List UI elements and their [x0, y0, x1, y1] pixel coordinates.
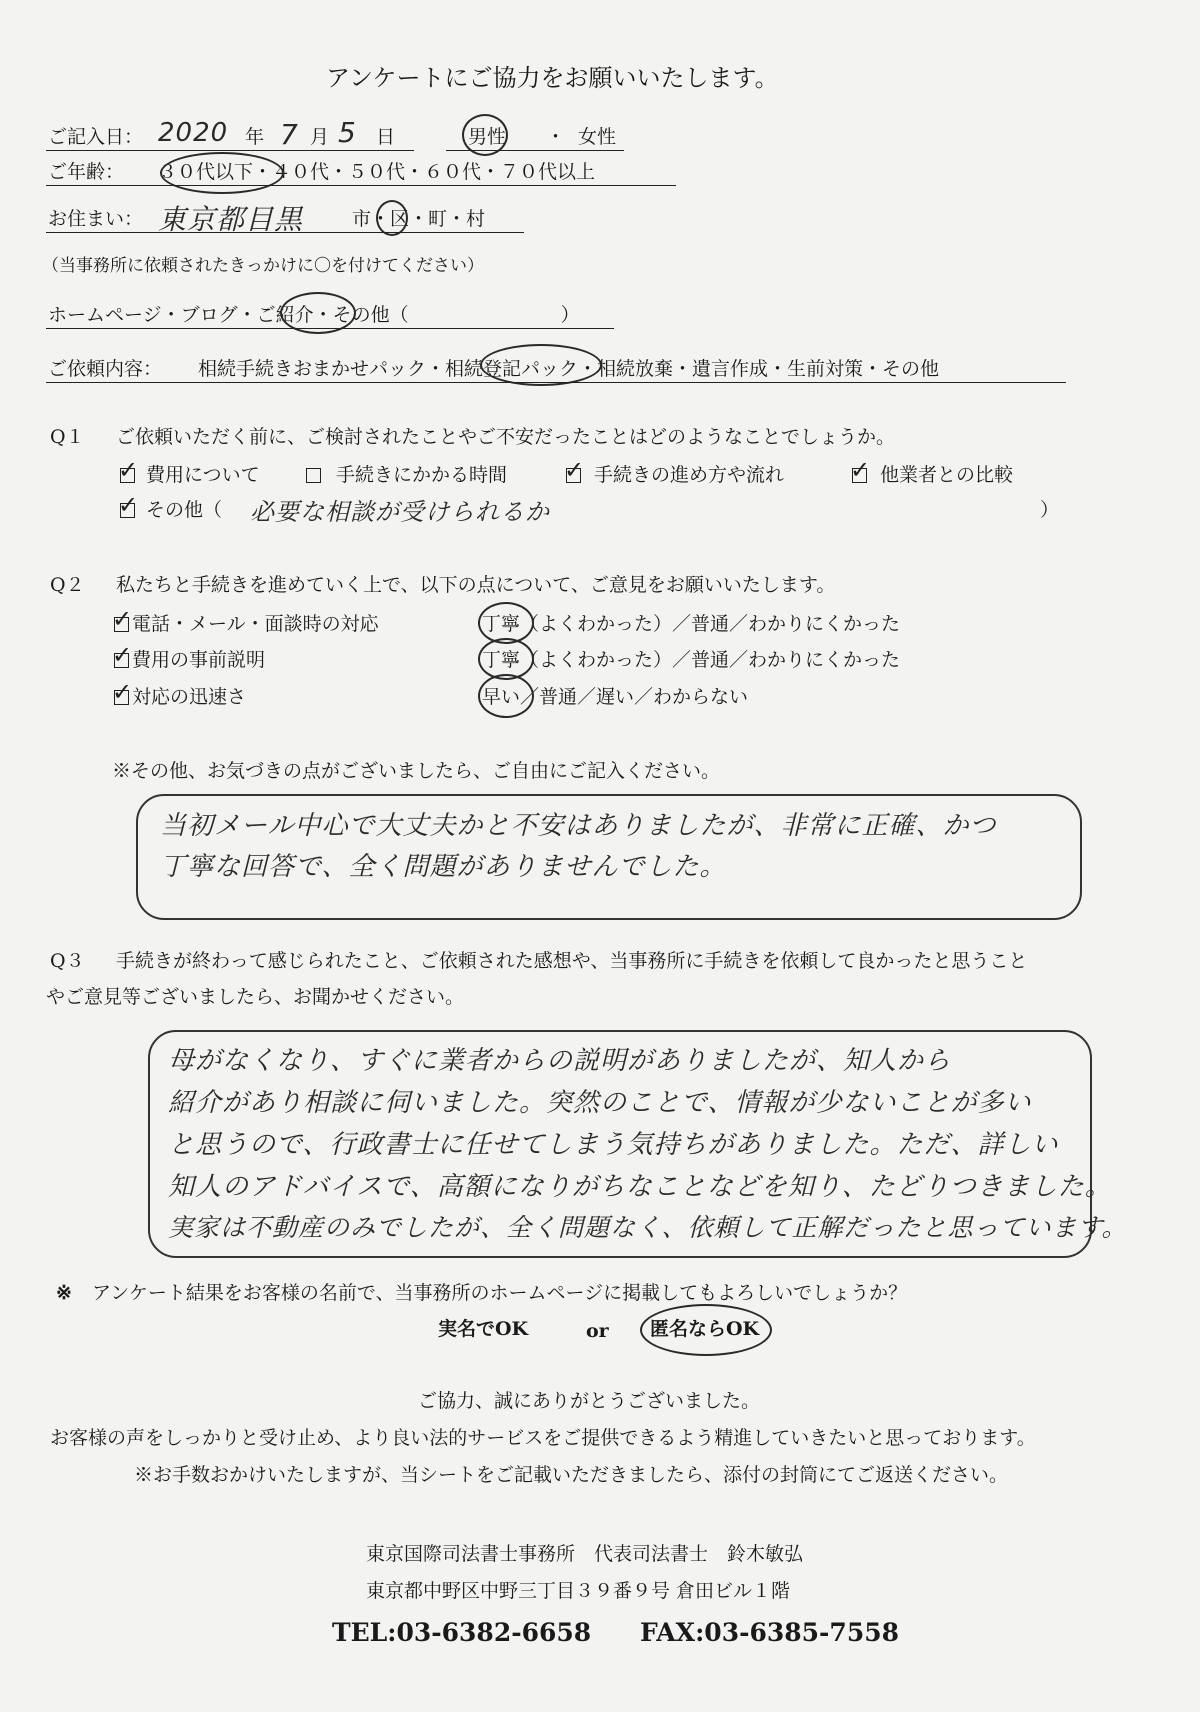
q3-question-line-2: やご意見等ございましたら、お聞かせください。	[46, 986, 465, 1008]
residence-selected-circle	[376, 200, 408, 236]
publish-option-real: 実名でOK	[438, 1318, 529, 1340]
q3-question-line-1: 手続きが終わって感じられたこと、ご依頼された感想や、当事務所に手続きを依頼して良かったと思うこと	[116, 950, 1028, 972]
trigger-underline	[46, 328, 614, 329]
gender-sep: ・	[546, 126, 566, 148]
gender-underline	[446, 150, 624, 151]
q1-option-3: 手続きの進め方や流れ	[594, 464, 785, 486]
date-month-unit: 月	[310, 126, 330, 148]
residence-underline	[46, 232, 524, 233]
q1-number: Q１	[50, 426, 85, 448]
age-label: ご年齢：	[48, 161, 125, 183]
office-name: 東京国際司法書士事務所 代表司法書士 鈴木敏弘	[366, 1543, 804, 1565]
q2-item-3: 対応の迅速さ	[132, 686, 247, 708]
date-day: 5	[338, 116, 357, 149]
q2-scale-3: 早い／普通／遅い／わからない	[482, 686, 749, 708]
request-label: ご依頼内容：	[48, 358, 163, 380]
checkmark-icon: ✓	[112, 641, 133, 669]
office-tel: TEL:03-6382-6658	[332, 1618, 592, 1647]
q2-item-1: 電話・メール・面談時の対応	[132, 613, 379, 635]
age-options: ３０代以下・４０代・５０代・６０代・７０代以上	[158, 161, 596, 183]
q2-question: 私たちと手続きを進めていく上で、以下の点について、ご意見をお願いいたします。	[116, 574, 836, 596]
publish-or: or	[586, 1320, 609, 1342]
residence-options: 市・区・町・村	[352, 208, 486, 230]
publish-question: アンケート結果をお客様の名前で、当事務所のホームページに掲載してもよろしいでしょうか？	[92, 1282, 908, 1304]
closing-line-2: お客様の声をしっかりと受け止め、より良い法的サービスをご提供できるよう精進していきたいと思っております。	[50, 1427, 1036, 1449]
q2-selected-circle-3	[478, 674, 534, 718]
date-month: 7	[280, 118, 299, 151]
q2-scale-2: 丁寧（よくわかった）／普通／わかりにくかった	[482, 649, 901, 671]
residence-label: お住まい：	[48, 208, 144, 230]
checkmark-icon: ✓	[850, 456, 871, 484]
q2-note: ※その他、お気づきの点がございましたら、ご自由にご記入ください。	[112, 760, 721, 782]
gender-male: 男性	[468, 126, 507, 148]
date-day-unit: 日	[376, 126, 396, 148]
q1-other-handwritten: 必要な相談が受けられるか	[250, 498, 550, 526]
page-title: アンケートにご協力をお願いいたします。	[326, 64, 779, 92]
q1-other-label: その他（	[146, 499, 223, 521]
office-fax: FAX:03-6385-7558	[640, 1618, 900, 1647]
q1-checkbox-2	[306, 468, 321, 483]
checkmark-icon: ✓	[112, 678, 133, 706]
q3-comment-line-1: 母がなくなり、すぐに業者からの説明がありましたが、知人から	[168, 1046, 952, 1076]
q2-scale-1: 丁寧（よくわかった）／普通／わかりにくかった	[482, 613, 901, 635]
q2-comment-line-1: 当初メール中心で大丈夫かと不安はありましたが、非常に正確、かつ	[160, 811, 997, 841]
q1-question: ご依頼いただく前に、ご検討されたことやご不安だったことはどのようなことでしょうか。	[116, 426, 896, 448]
request-underline	[46, 382, 1066, 383]
checkmark-icon: ✓	[118, 456, 139, 484]
q3-comment-line-3: と思うので、行政書士に任せてしまう気持ちがありました。ただ、詳しい	[168, 1130, 1059, 1160]
request-selected-circle	[480, 344, 602, 386]
publish-option-anon: 匿名ならOK	[650, 1318, 760, 1340]
q1-option-2: 手続きにかかる時間	[336, 464, 508, 486]
checkmark-icon: ✓	[118, 491, 139, 519]
checkmark-icon: ✓	[112, 605, 133, 633]
q2-item-2: 費用の事前説明	[132, 649, 266, 671]
trigger-note: （当事務所に依頼されたきっかけに〇を付けてください）	[42, 256, 484, 276]
q1-option-4: 他業者との比較	[880, 464, 1014, 486]
q3-comment-line-4: 知人のアドバイスで、高額になりがちなことなどを知り、たどりつきました。	[168, 1172, 1112, 1202]
checkmark-icon: ✓	[564, 456, 585, 484]
request-options: 相続手続きおまかせパック・相続登記パック・相続放棄・遺言作成・生前対策・その他	[198, 358, 940, 380]
trigger-options: ホームページ・ブログ・ご紹介・その他（ ）	[48, 304, 580, 326]
q1-option-1: 費用について	[146, 464, 260, 486]
gender-female: 女性	[578, 126, 617, 148]
age-underline	[46, 185, 676, 186]
age-selected-circle	[160, 152, 284, 194]
closing-line-3: ※お手数おかけいたしますが、当シートをご記載いただきましたら、添付の封筒にてご返送ください。	[134, 1464, 1009, 1486]
date-underline	[46, 150, 414, 151]
q2-comment-line-2: 丁寧な回答で、全く問題がありませんでした。	[160, 852, 727, 882]
date-year: 2020	[158, 118, 229, 148]
q3-number: Q３	[50, 950, 85, 972]
q3-comment-line-2: 紹介があり相談に伺いました。突然のことで、情報が少ないことが多い	[168, 1088, 1032, 1118]
publish-selected-circle	[640, 1304, 772, 1356]
office-address: 東京都中野区中野三丁目３９番９号 倉田ビル１階	[366, 1580, 791, 1602]
residence-handwritten: 東京都目黒	[158, 203, 304, 236]
date-year-unit: 年	[245, 126, 265, 148]
publish-mark: ※	[56, 1282, 72, 1304]
q3-comment-line-5: 実家は不動産のみでしたが、全く問題なく、依頼して正解だったと思っています。	[168, 1213, 1128, 1242]
q2-number: Q２	[50, 574, 85, 596]
closing-thanks: ご協力、誠にありがとうございました。	[418, 1390, 761, 1412]
q1-other-close: ）	[1040, 499, 1060, 521]
date-label: ご記入日：	[48, 126, 144, 148]
